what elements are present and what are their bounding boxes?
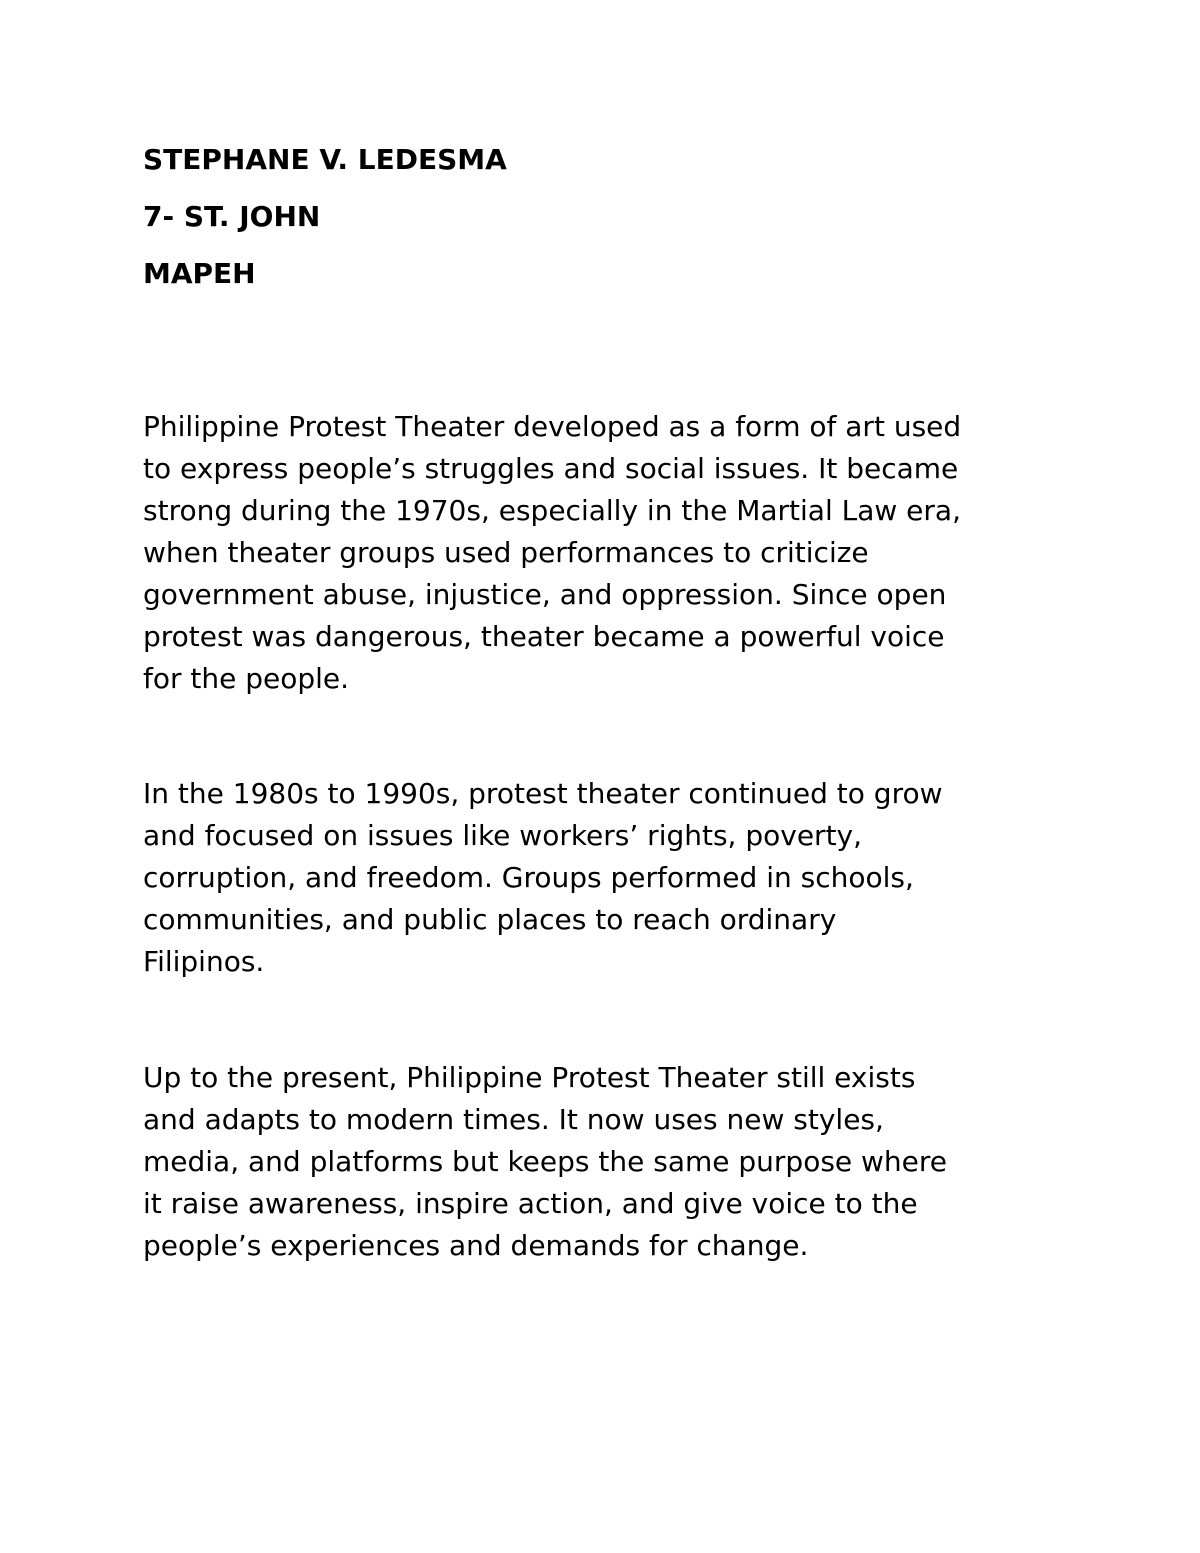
- text-line: communities, and public places to reach ordinary: [143, 903, 837, 936]
- text-line: people’s experiences and demands for change.: [143, 1229, 809, 1262]
- student-name: STEPHANE V. LEDESMA: [143, 143, 507, 176]
- text-line: government abuse, injustice, and oppression. Since open: [143, 578, 947, 611]
- text-line: corruption, and freedom. Groups performed in schools,: [143, 861, 914, 894]
- subject-title: MAPEH: [143, 257, 256, 290]
- text-line: it raise awareness, inspire action, and give voice to the: [143, 1187, 918, 1220]
- document-header: [143, 140, 1073, 311]
- paragraph-present: [143, 1057, 1073, 1267]
- text-line: to express people’s struggles and social issues. It became: [143, 452, 959, 485]
- text-line: strong during the 1970s, especially in the Martial Law era,: [143, 494, 961, 527]
- text-line: protest was dangerous, theater became a powerful voice: [143, 620, 945, 653]
- text-line: In the 1980s to 1990s, protest theater continued to grow: [143, 777, 943, 810]
- text-line: media, and platforms but keeps the same purpose where: [143, 1145, 948, 1178]
- paragraph-1980s-1990s: [143, 773, 1073, 983]
- text-line: when theater groups used performances to criticize: [143, 536, 869, 569]
- text-line: and adapts to modern times. It now uses new styles,: [143, 1103, 884, 1136]
- text-line: for the people.: [143, 662, 350, 695]
- text-line: Up to the present, Philippine Protest Theater still exists: [143, 1061, 916, 1094]
- text-line: and focused on issues like workers’ rights, poverty,: [143, 819, 863, 852]
- text-line: Filipinos.: [143, 945, 265, 978]
- text-line: Philippine Protest Theater developed as a form of art used: [143, 410, 962, 443]
- paragraph-history-1970s: [143, 406, 1073, 700]
- student-section: 7- ST. JOHN: [143, 200, 321, 233]
